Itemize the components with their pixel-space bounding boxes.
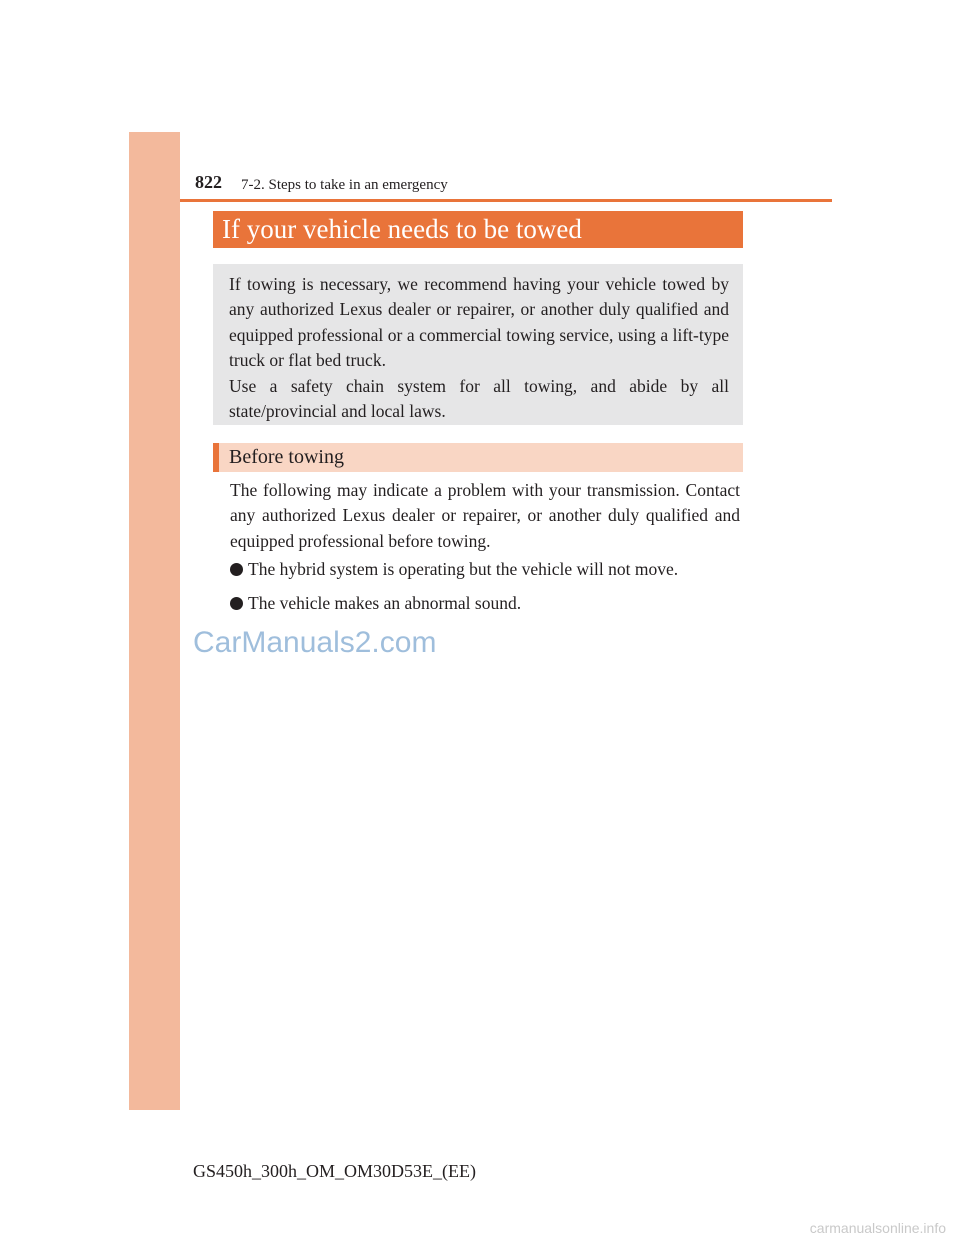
list-item [230, 591, 740, 616]
side-tab-band [129, 132, 180, 1110]
bullet-list [230, 557, 740, 625]
subheading: Before towing [213, 443, 743, 472]
body-paragraph: The following may indicate a problem with your transmission. Contact any authorized Lexus dealer or repairer, or another duly qualified and equipped professional before towing. [230, 480, 740, 551]
info-paragraph-2: Use a safety chain system for all towing, and abide by all state/provincial and local laws. [229, 375, 729, 422]
list-item [230, 557, 740, 582]
page-number: 822 [195, 172, 222, 192]
watermark-logo: CarManuals2.com [193, 626, 437, 659]
section-title: 7-2. Steps to take in an emergency [241, 177, 448, 193]
list-item-text: The vehicle makes an abnormal sound. [248, 593, 522, 613]
footer-watermark: carmanualsonline.info [809, 1220, 946, 1236]
section-heading: If your vehicle needs to be towed [213, 211, 743, 248]
info-paragraph-1: If towing is necessary, we recommend having your vehicle towed by any authorized Lexus dealer or repairer, or another duly qualified and equipped professional or a commercial towing service, using a lift-type truck or flat bed truck. [229, 274, 729, 371]
bullet-icon [230, 597, 243, 610]
bullet-icon [230, 563, 243, 576]
info-box [213, 264, 743, 425]
footer-code: GS450h_300h_OM_OM30D53E_(EE) [193, 1161, 476, 1181]
header-rule [180, 199, 832, 202]
list-item-text: The hybrid system is operating but the vehicle will not move. [248, 559, 679, 579]
